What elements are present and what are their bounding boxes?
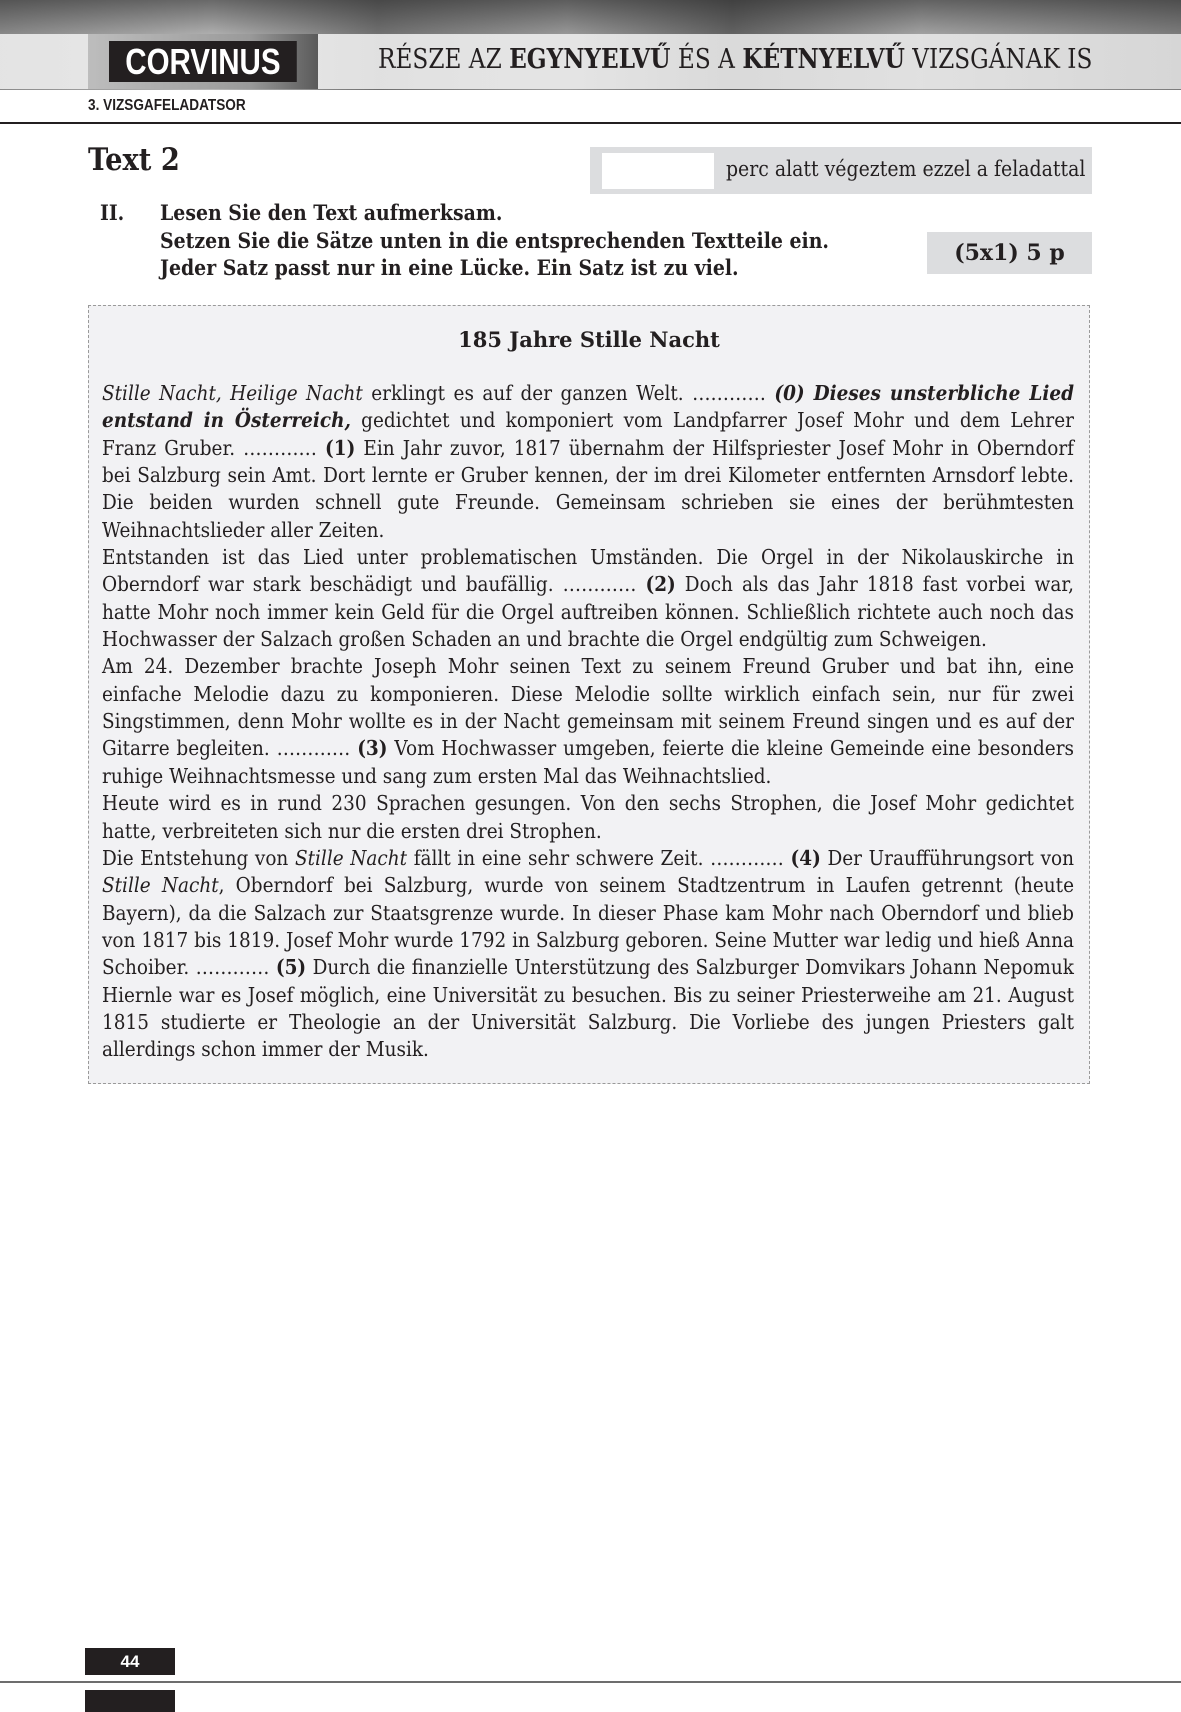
passage-text: Am 24. Dezember brachte Joseph Mohr seinen Text zu seinem Freund Gruber und bat ihn, eine einfache Melodie dazu zu komponieren. Diese Melodie sollte wirklich einfach sein, nur für zwei Singstimmen, denn Mohr wollte es in der Nacht gemeinsam mit seinem Freund singen und es auf der Gitarre begleiten. ………… [102, 654, 1074, 761]
banner-title-part: EGYNYELVŰ [509, 44, 671, 75]
gap-marker: (1) [325, 435, 356, 460]
passage-paragraph [102, 544, 1074, 653]
example-answer: (0) Dieses unsterbliche Lied entstand in Österreich, [102, 381, 1074, 433]
banner-title [378, 44, 1092, 75]
passage-text: Ein Jahr zuvor, 1817 übernahm der Hilfspriester Josef Mohr in Oberndorf bei Salzburg sein Amt. Dort lernte er Gruber kennen, der im drei Kilometer entfernten Arnsdorf lebte. Die beiden wurden schnell gute Freunde. Gemeinsam schrieben sie eines der berühmtesten Weihnachtslieder aller Zeiten. [102, 435, 1075, 542]
passage-body [102, 380, 1074, 1064]
passage-text: Stille Nacht, Heilige Nacht [102, 381, 363, 405]
passage-text: Der Uraufführungsort von [820, 845, 1075, 870]
passage-text: Doch als das Jahr 1818 fast vorbei war, hatte Mohr noch immer kein Geld für die Orgel auftreiben können. Schließlich richtete auch noch das Hochwasser der Salzach großen Schaden an und brachte die Orgel endgültig zum Schweigen. [102, 572, 1074, 652]
reading-passage [88, 305, 1090, 1084]
passage-text: Vom Hochwasser umgeben, feierte die kleine Gemeinde eine besonders ruhige Weihnachtsmesse und sang zum ersten Mal das Weihnachtslied. [102, 736, 1075, 788]
task-number: II. [100, 200, 125, 225]
passage-text: Die Entstehung von [102, 845, 295, 870]
minutes-input[interactable] [602, 153, 714, 189]
banner-title-part: ÉS A [670, 44, 743, 75]
instruction-line: Setzen Sie die Sätze unten in die entsprechenden Textteile ein. [160, 227, 830, 253]
banner-photo [0, 0, 1181, 34]
passage-paragraph [102, 380, 1074, 544]
passage-text: Entstanden ist das Lied unter problematischen Umständen. Die Orgel in der Nikolauskirche in Oberndorf war stark beschädigt und baufällig. ………… [102, 545, 1074, 597]
passage-paragraph [102, 845, 1074, 1064]
passage-text: erklingt es auf der ganzen Welt. ………… [362, 381, 775, 405]
gap-marker: (5) [275, 955, 307, 980]
header-divider [0, 122, 1181, 124]
brand-logo: CORVINUS [109, 41, 297, 82]
gap-marker: (4) [790, 845, 821, 870]
banner-title-part: VIZSGÁNAK IS [904, 44, 1093, 75]
footer-divider [0, 1681, 1181, 1683]
instruction-line: Jeder Satz passt nur in eine Lücke. Ein Satz ist zu viel. [160, 255, 739, 280]
points-badge: (5x1) 5 p [927, 232, 1092, 274]
time-record-box [590, 147, 1092, 194]
passage-title: 185 Jahre Stille Nacht [458, 327, 720, 352]
passage-text: Stille Nacht [294, 845, 408, 870]
passage-paragraph [102, 790, 1074, 845]
banner-title-part: RÉSZE AZ [378, 44, 510, 75]
passage-text: Stille Nacht [102, 873, 219, 898]
gap-marker: (2) [645, 572, 676, 597]
passage-text: fällt in eine sehr schwere Zeit. ………… [407, 845, 791, 870]
instructions [160, 199, 829, 282]
footer-block [85, 1690, 175, 1712]
banner-title-part: KÉTNYELVŰ [742, 44, 905, 75]
page-number: 44 [85, 1648, 175, 1675]
task-title: Text 2 [88, 142, 180, 178]
passage-text: , Oberndorf bei Salzburg, wurde von seinem Stadtzentrum in Laufen getrennt (heute Bayern), da die Salzach zur Staatsgrenze wurde. In dieser Phase kam Mohr nach Oberndorf und blieb von 1817 bis 1819. Josef Mohr wurde 1792 in Salzburg geboren. Seine Mutter war ledig und hieß Anna Schoiber. ………… [102, 873, 1074, 980]
passage-text: gedichtet und komponiert vom Landpfarrer Josef Mohr und dem Lehrer Franz Gruber. ………… [102, 408, 1074, 460]
passage-text: Durch die finanzielle Unterstützung des Salzburger Domvikars Johann Nepomuk Hiernle war es Josef möglich, eine Universität zu besuchen. Bis zu seiner Priesterweihe am 21. August 1815 studierte er Theologie an der Universität Salzburg. Die Vorliebe des jungen Priesters galt allerdings schon immer der Musik. [102, 955, 1074, 1062]
header-banner [0, 0, 1181, 90]
instruction-line: Lesen Sie den Text aufmerksam. [160, 200, 503, 225]
passage-paragraph [102, 653, 1074, 790]
time-label: perc alatt végeztem ezzel a feladattal [725, 157, 1085, 181]
passage-text: Heute wird es in rund 230 Sprachen gesungen. Von den sechs Strophen, die Josef Mohr gedichtet hatte, verbreiteten sich nur die ersten drei Strophen. [102, 791, 1074, 843]
series-label: 3. VIZSGAFELADATSOR [88, 97, 246, 114]
gap-marker: (3) [357, 736, 388, 761]
